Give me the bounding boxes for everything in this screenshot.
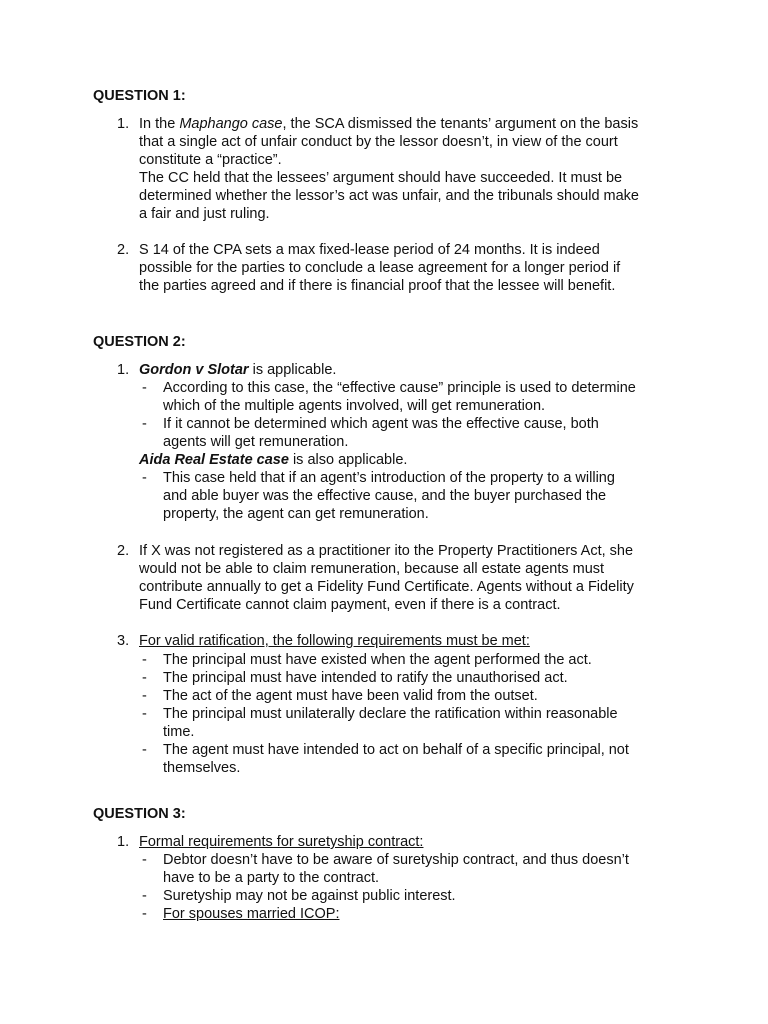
- q2-item-1-bullet-1-line-1: According to this case, the “effective cause” principle is used to determine: [163, 380, 636, 396]
- text: is also applicable.: [288, 452, 408, 468]
- q1-item-2-line-1: S 14 of the CPA sets a max fixed-lease period of 24 months. It is indeed: [139, 242, 600, 258]
- question-2-heading: QUESTION 2:: [93, 334, 186, 350]
- bullet-dash: -: [142, 670, 147, 686]
- q2-item-1-number: 1.: [117, 362, 130, 378]
- q1-item-1-line-5: determined whether the lessor’s act was unfair, and the tribunals should make: [139, 188, 639, 204]
- question-3-heading: QUESTION 3:: [93, 806, 186, 822]
- q2-item-1-bullet-2-line-2: agents will get remuneration.: [163, 434, 349, 450]
- q2-item-1-bullet-3-line-2: and able buyer was the effective cause, and the buyer purchased the: [163, 488, 607, 504]
- q2-item-1-case-2-line: [139, 451, 407, 469]
- q2-item-2-line-3: contribute annually to get a Fidelity Fund Certificate. Agents without a Fidelity: [139, 579, 634, 595]
- q1-item-1-number: 1.: [117, 116, 130, 132]
- q2-item-2-line-1: If X was not registered as a practitioner ito the Property Practitioners Act, she: [139, 543, 634, 559]
- bullet-dash: -: [142, 906, 147, 922]
- bullet-dash: -: [142, 380, 147, 396]
- q2-item-1-case-line: [139, 361, 336, 379]
- q2-item-3-bullet-1: The principal must have existed when the agent performed the act.: [163, 652, 592, 668]
- case-name-maphango: Maphango case: [179, 116, 283, 132]
- bullet-dash: -: [142, 470, 147, 486]
- q1-item-2-number: 2.: [117, 242, 130, 258]
- q1-item-1-line-1: [139, 115, 638, 133]
- case-name-gordon-v-slotar: Gordon v Slotar: [139, 362, 249, 378]
- q2-item-2-line-4: Fund Certificate cannot claim payment, even if there is a contract.: [139, 597, 561, 613]
- bullet-dash: -: [142, 742, 147, 758]
- q2-item-2-line-2: would not be able to claim remuneration, because all estate agents must: [139, 561, 605, 577]
- q2-item-3-bullet-5-line-2: themselves.: [163, 760, 241, 776]
- text: In the: [139, 116, 180, 132]
- q3-item-1-title: Formal requirements for suretyship contract:: [139, 834, 424, 850]
- bullet-dash: -: [142, 888, 147, 904]
- q1-item-2-line-3: the parties agreed and if there is financial proof that the lessee will benefit.: [139, 278, 616, 294]
- q2-item-2-number: 2.: [117, 543, 130, 559]
- q2-item-3-bullet-3: The act of the agent must have been valid from the outset.: [163, 688, 538, 704]
- bullet-dash: -: [142, 652, 147, 668]
- q1-item-2-line-2: possible for the parties to conclude a lease agreement for a longer period if: [139, 260, 621, 276]
- q2-item-3-bullet-5-line-1: The agent must have intended to act on behalf of a specific principal, not: [163, 742, 629, 758]
- q3-item-1-bullet-3: For spouses married ICOP:: [163, 906, 340, 922]
- q3-item-1-bullet-2: Suretyship may not be against public interest.: [163, 888, 456, 904]
- q1-item-1-line-6: a fair and just ruling.: [139, 206, 270, 222]
- q2-item-3-bullet-2: The principal must have intended to ratify the unauthorised act.: [163, 670, 568, 686]
- text: , the SCA dismissed the tenants’ argument on the basis: [282, 116, 639, 132]
- case-name-aida-real-estate: Aida Real Estate case: [139, 452, 289, 468]
- q1-item-1-line-4: The CC held that the lessees’ argument should have succeeded. It must be: [139, 170, 623, 186]
- q2-item-1-bullet-3-line-3: property, the agent can get remuneration.: [163, 506, 429, 522]
- q2-item-3-number: 3.: [117, 633, 130, 649]
- bullet-dash: -: [142, 706, 147, 722]
- q2-item-1-bullet-3-line-1: This case held that if an agent’s introduction of the property to a willing: [163, 470, 615, 486]
- q2-item-3-bullet-4-line-2: time.: [163, 724, 195, 740]
- text: is applicable.: [248, 362, 337, 378]
- question-1-heading: QUESTION 1:: [93, 88, 186, 104]
- bullet-dash: -: [142, 852, 147, 868]
- q3-item-1-bullet-1-line-1: Debtor doesn’t have to be aware of suretyship contract, and thus doesn’t: [163, 852, 629, 868]
- q2-item-1-bullet-1-line-2: which of the multiple agents involved, will get remuneration.: [163, 398, 546, 414]
- q1-item-1-line-2: that a single act of unfair conduct by the lessor doesn’t, in view of the court: [139, 134, 618, 150]
- q2-item-3-title: For valid ratification, the following requirements must be met:: [139, 633, 530, 649]
- q1-item-1-line-3: constitute a “practice”.: [139, 152, 282, 168]
- q2-item-3-bullet-4-line-1: The principal must unilaterally declare the ratification within reasonable: [163, 706, 618, 722]
- q2-item-1-bullet-2-line-1: If it cannot be determined which agent was the effective cause, both: [163, 416, 599, 432]
- q3-item-1-number: 1.: [117, 834, 130, 850]
- q3-item-1-bullet-1-line-2: have to be a party to the contract.: [163, 870, 380, 886]
- bullet-dash: -: [142, 688, 147, 704]
- bullet-dash: -: [142, 416, 147, 432]
